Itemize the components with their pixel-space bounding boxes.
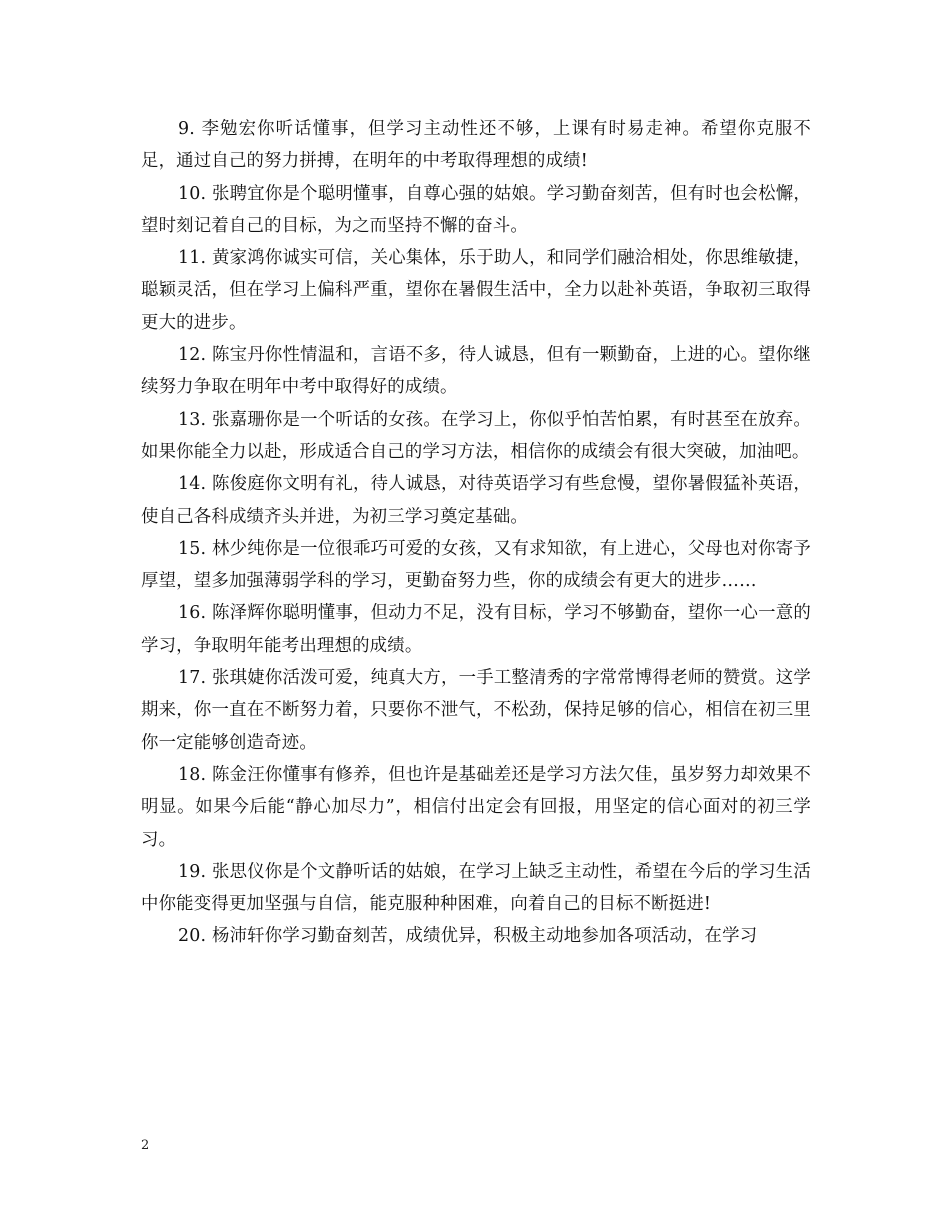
paragraph-11: 11. 黄家鸿你诚实可信，关心集体，乐于助人，和同学们融洽相处，你思维敏捷，聪颖灵活，但在学习上偏科严重，望你在暑假生活中，全力以赴补英语，争取初三取得更大的进步。 — [141, 248, 811, 333]
paragraph-13: 13. 张嘉珊你是一个听话的女孩。在学习上，你似乎怕苦怕累，有时甚至在放弃。如果你能全力以赴，形成适合自己的学习方法，相信你的成绩会有很大突破，加油吧。 — [141, 409, 811, 462]
paragraph-16: 16. 陈泽辉你聪明懂事，但动力不足，没有目标，学习不够勤奋，望你一心一意的学习，争取明年能考出理想的成绩。 — [141, 603, 811, 656]
paragraph-20: 20. 杨沛轩你学习勤奋刻苦，成绩优异，积极主动地参加各项活动，在学习 — [178, 926, 758, 947]
paragraph-17: 17. 张琪婕你活泼可爱，纯真大方，一手工整清秀的字常常博得老师的赞赏。这学期来，你一直在不断努力着，只要你不泄气，不松劲，保持足够的信心，相信在初三里你一定能够创造奇迹。 — [141, 668, 811, 753]
document-body — [141, 113, 811, 953]
paragraph-9: 9. 李勉宏你听话懂事，但学习主动性还不够，上课有时易走神。希望你克服不足，通过自己的努力拼搏，在明年的中考取得理想的成绩! — [141, 119, 811, 172]
paragraph-14: 14. 陈俊庭你文明有礼，待人诚恳，对待英语学习有些怠慢，望你暑假猛补英语，使自己各科成绩齐头并进，为初三学习奠定基础。 — [141, 474, 811, 527]
paragraph-18: 18. 陈金汪你懂事有修养，但也许是基础差还是学习方法欠佳，虽岁努力却效果不明显。如果今后能“静心加尽力”，相信付出定会有回报，用坚定的信心面对的初三学习。 — [141, 764, 811, 850]
paragraph-12: 12. 陈宝丹你性情温和，言语不多，待人诚恳，但有一颗勤奋，上进的心。望你继续努力争取在明年中考中取得好的成绩。 — [141, 345, 811, 398]
paragraph-15: 15. 林少纯你是一位很乖巧可爱的女孩，又有求知欲，有上进心，父母也对你寄予厚望，望多加强薄弱学科的学习，更勤奋努力些，你的成绩会有更大的进步…… — [141, 538, 811, 592]
paragraph-10: 10. 张聘宜你是个聪明懂事，自尊心强的姑娘。学习勤奋刻苦，但有时也会松懈，望时刻记着自己的目标，为之而坚持不懈的奋斗。 — [141, 183, 811, 236]
paragraph-19: 19. 张思仪你是个文静听话的姑娘，在学习上缺乏主动性，希望在今后的学习生活中你能变得更加坚强与自信，能克服种种困难，向着自己的目标不断挺进! — [141, 861, 811, 915]
page-number: 2 — [141, 1138, 150, 1153]
